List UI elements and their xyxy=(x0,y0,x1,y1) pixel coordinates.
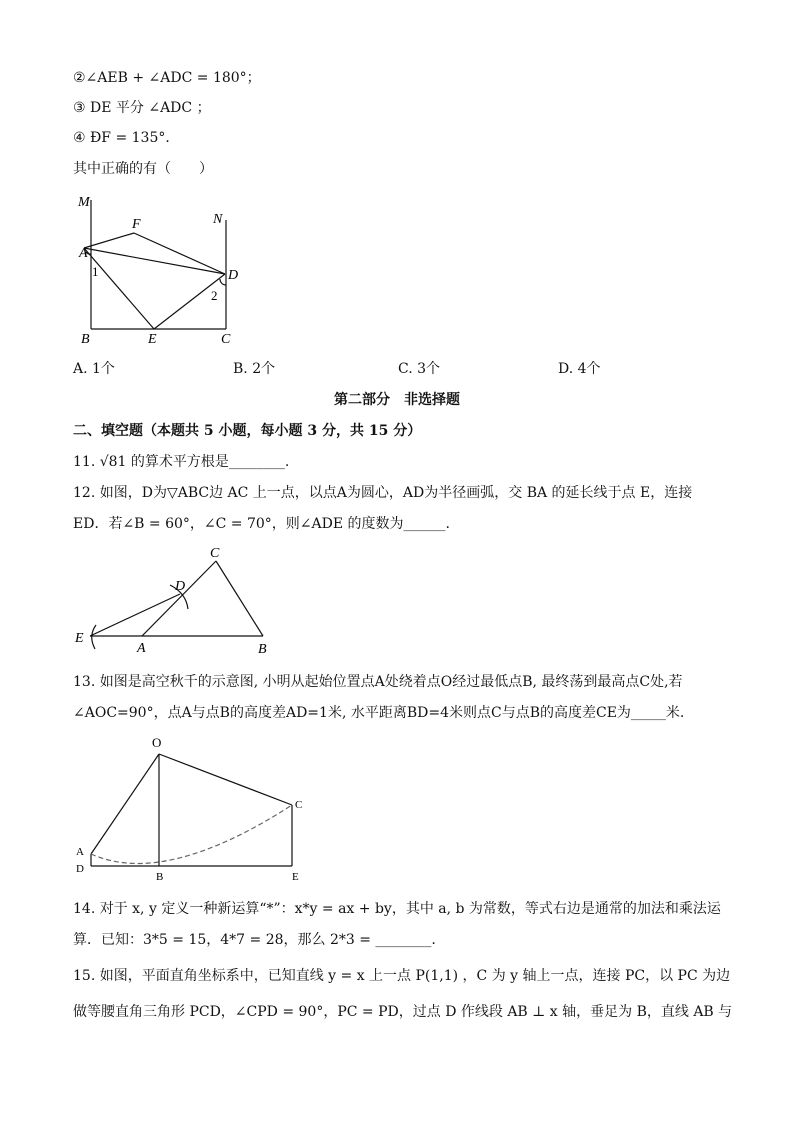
q13-label-C: C xyxy=(295,799,303,811)
q10-statement-2: ②∠AEB + ∠ADC = 180°； xyxy=(73,70,261,86)
q12-label-A: A xyxy=(137,641,146,656)
q12-figure xyxy=(70,545,280,660)
q14-line1: 14. 对于 x, y 定义一种新运算“*”：x*y = ax + by，其中 a, b 为常数，等式右边是通常的加法和乘法运 xyxy=(73,901,721,917)
q10-label-1: 1 xyxy=(92,264,99,279)
q13-line2: ∠AOC=90°，点A与点B的高度差AD=1米, 水平距离BD=4米则点C与点B的高度差CE为_____米. xyxy=(73,705,685,721)
q13-label-O: O xyxy=(152,735,162,750)
q12-label-D: D xyxy=(175,579,186,594)
q10-label-A: A xyxy=(79,246,88,261)
q12-line1: 12. 如图，D为▽ABC边 AC 上一点，以点A为圆心，AD为半径画弧，交 BA 的延长线于点 E，连接 xyxy=(73,485,693,501)
q13-line1: 13. 如图是高空秋千的示意图, 小明从起始位置点A处绕着点O经过最低点B, 最终荡到最高点C处,若 xyxy=(73,674,683,690)
q12-label-E: E xyxy=(75,631,84,646)
q10-label-2: 2 xyxy=(211,288,218,303)
q10-label-B: B xyxy=(81,332,90,347)
q10-option-d: D. 4个 xyxy=(558,361,601,377)
q13-label-A: A xyxy=(76,846,84,858)
part2-title: 第二部分 非选择题 xyxy=(334,392,460,408)
q10-option-a: A. 1个 xyxy=(73,361,115,377)
section2-title: 二、填空题（本题共 5 小题，每小题 3 分，共 15 分） xyxy=(73,423,422,439)
q10-figure xyxy=(70,188,250,348)
q15-line2: 做等腰直角三角形 PCD，∠CPD = 90°，PC = PD，过点 D 作线段 AB ⊥ x 轴，垂足为 B，直线 AB 与 xyxy=(73,1004,733,1020)
q13-label-B: B xyxy=(156,871,164,883)
q10-prompt: 其中正确的有（ ） xyxy=(73,161,213,177)
q10-statement-3: ③ DE 平分 ∠ADC ； xyxy=(73,100,211,116)
q10-label-M: M xyxy=(78,195,90,210)
q10-label-D: D xyxy=(228,268,239,283)
q13-figure xyxy=(70,735,320,885)
q12-line2: ED．若∠B = 60°，∠C = 70°，则∠ADE 的度数为______. xyxy=(73,516,450,532)
q14-line2: 算．已知：3*5 = 15，4*7 = 28，那么 2*3 = ________. xyxy=(73,932,436,948)
q10-option-b: B. 2个 xyxy=(233,361,276,377)
q10-label-C: C xyxy=(221,332,231,347)
q15-line1: 15. 如图，平面直角坐标系中，已知直线 y = x 上一点 P(1,1) ，C 为 y 轴上一点，连接 PC，以 PC 为边 xyxy=(73,968,731,984)
q11-text: 11. √81 的算术平方根是________. xyxy=(73,454,290,470)
q10-statement-4: ④ ÐF = 135°． xyxy=(73,130,180,146)
q13-label-E: E xyxy=(292,871,299,883)
q10-label-E: E xyxy=(148,332,157,347)
q13-label-D: D xyxy=(76,863,84,875)
q10-label-N: N xyxy=(213,212,223,227)
q12-label-C: C xyxy=(210,546,220,561)
q10-option-c: C. 3个 xyxy=(398,361,441,377)
q10-label-F: F xyxy=(132,217,141,232)
q12-label-B: B xyxy=(258,642,267,657)
